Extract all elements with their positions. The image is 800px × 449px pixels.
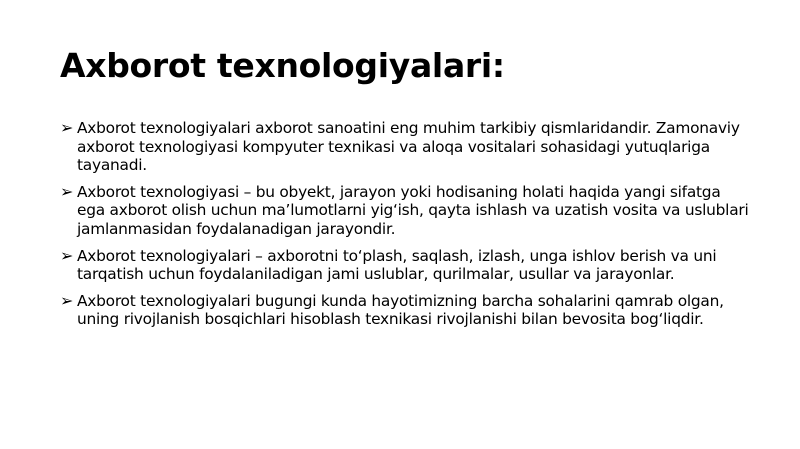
arrow-bullet-icon: ➢ <box>60 181 74 201</box>
bullet-item <box>60 292 750 329</box>
arrow-bullet-icon: ➢ <box>60 245 74 265</box>
bullet-item <box>60 247 750 284</box>
bullet-text: Axborot texnologiyasi – bu obyekt, jarayon yoki hodisaning holati haqida yangi sifatga ega axborot olish uchun ma’lumotlarni yig‘ish, qayta ishlash va uzatish vosita va uslublari jamlanmasidan foydalanadigan jarayondir. <box>77 182 749 238</box>
arrow-bullet-icon: ➢ <box>60 118 74 137</box>
bullet-text: Axborot texnologiyalari – axborotni to‘plash, saqlash, izlash, unga ishlov berish va uni tarqatish uchun foydalaniladigan jami uslublar, qurilmalar, usullar va jarayonlar. <box>77 246 717 284</box>
bullet-item <box>60 183 750 239</box>
bullet-list <box>60 119 750 337</box>
bullet-text: Axborot texnologiyalari axborot sanoatini eng muhim tarkibiy qismlaridandir. Zamonaviy axborot texnologiyasi kompyuter texnikasi va aloqa vositalari sohasidagi yutuqlariga tayanadi. <box>77 119 740 175</box>
slide-title: Axborot texnologiyalari: <box>60 46 505 85</box>
bullet-item <box>60 119 750 175</box>
arrow-bullet-icon: ➢ <box>60 290 74 310</box>
bullet-text: Axborot texnologiyalari bugungi kunda hayotimizning barcha sohalarini qamrab olgan, uning rivojlanish bosqichlari hisoblash texnikasi rivojlanishi bilan bevosita bog‘liqdir. <box>77 291 724 329</box>
